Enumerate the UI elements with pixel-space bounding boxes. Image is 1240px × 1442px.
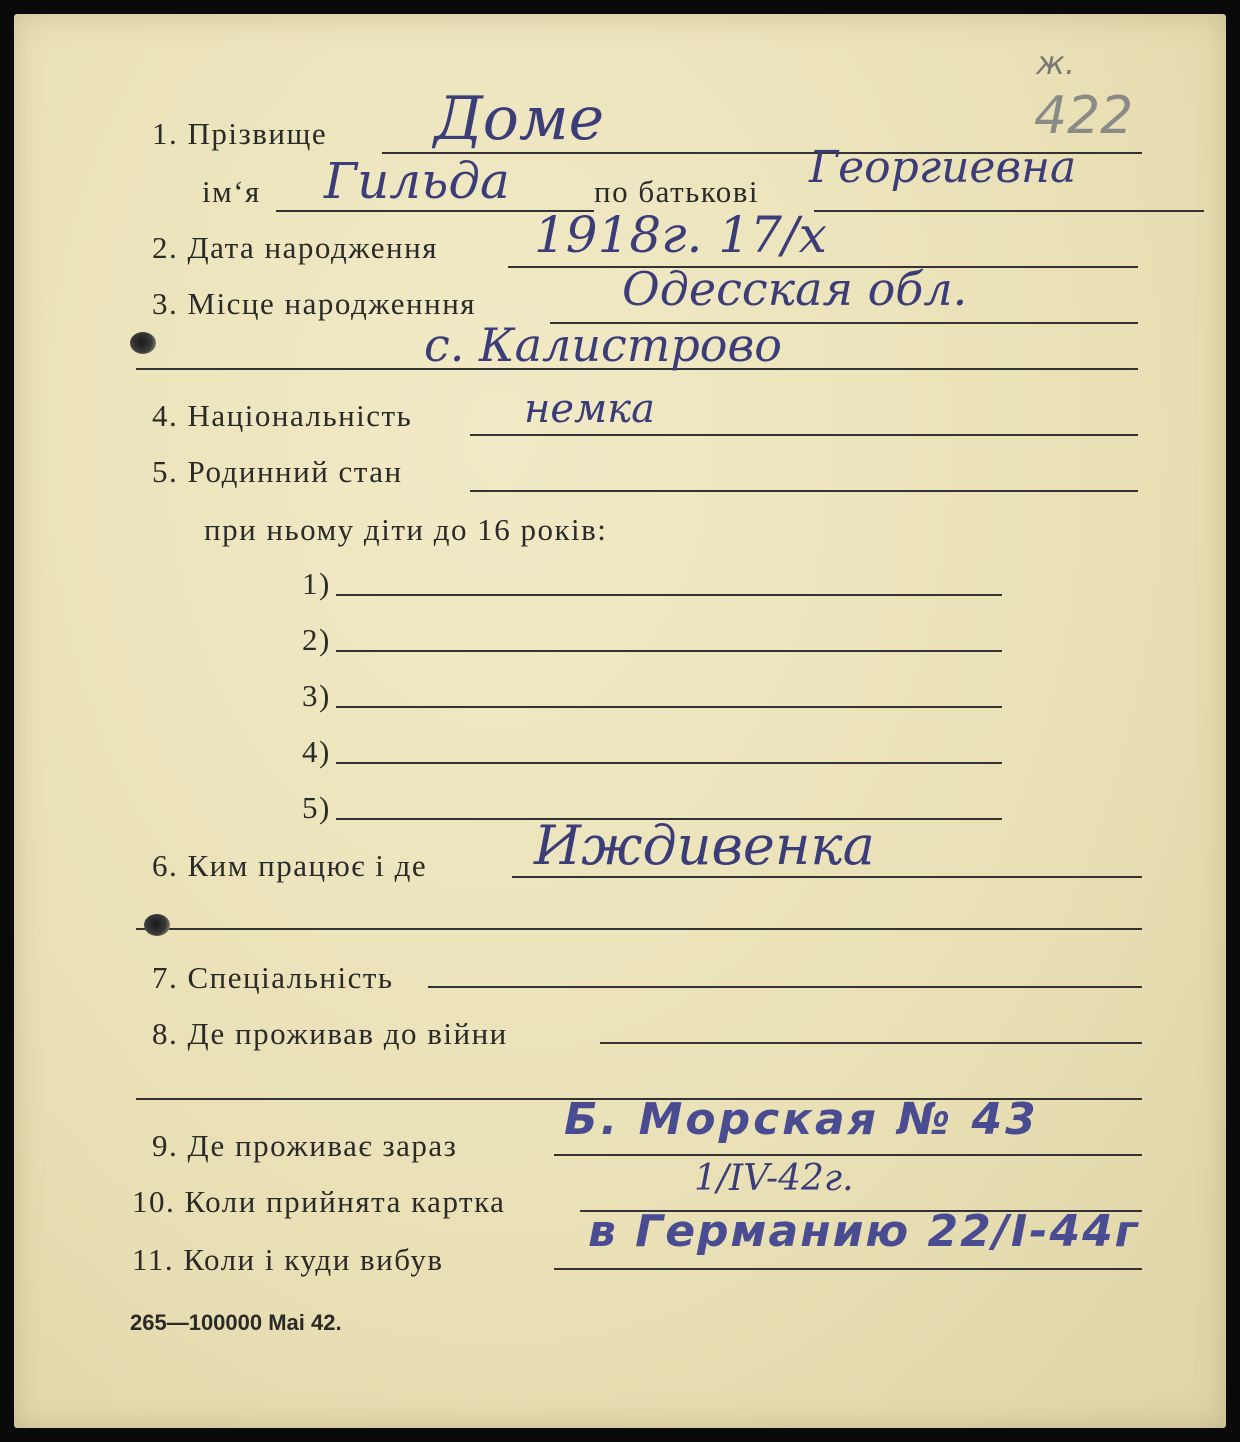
- hw-departure: в Германию 22/I-44г: [588, 1206, 1140, 1257]
- punch-hole-top: [130, 332, 156, 354]
- corner-mark-number: 422: [1034, 86, 1134, 146]
- corner-mark-top: ж.: [1036, 44, 1075, 82]
- label-family-status: 5. Родинний стан: [152, 454, 403, 489]
- punch-hole-bottom: [144, 914, 170, 936]
- label-occupation: 6. Ким працює і де: [152, 848, 428, 883]
- line-child-1: [336, 594, 1002, 596]
- line-prewar-residence: [600, 1042, 1142, 1044]
- registration-card: [14, 14, 1226, 1428]
- hw-current-address: Б. Морская № 43: [564, 1094, 1039, 1145]
- hw-birth-date: 1918г. 17/x: [534, 206, 827, 264]
- label-child-4: 4): [302, 734, 331, 769]
- line-family-status: [470, 490, 1138, 492]
- hw-birth-region: Одесская обл.: [622, 262, 968, 316]
- hw-occupation: Иждивенка: [534, 814, 875, 877]
- label-nationality: 4. Національність: [152, 398, 413, 433]
- hw-first-name: Гильда: [324, 152, 510, 210]
- label-departure: 11. Коли і куди вибув: [132, 1242, 444, 1277]
- hw-patronymic: Георгиевна: [809, 142, 1077, 193]
- label-child-1: 1): [302, 566, 331, 601]
- label-child-3: 3): [302, 678, 331, 713]
- hw-birth-village: с. Калистрово: [424, 318, 782, 372]
- line-nationality: [470, 434, 1138, 436]
- label-patronymic: по батькові: [594, 174, 759, 209]
- hw-nationality: немка: [524, 386, 655, 432]
- label-birth-date: 2. Дата народження: [152, 230, 438, 265]
- line-patronymic: [814, 210, 1204, 212]
- line-child-2: [336, 650, 1002, 652]
- hw-surname: Доме: [434, 84, 605, 154]
- label-child-5: 5): [302, 790, 331, 825]
- line-child-4: [336, 762, 1002, 764]
- label-specialty: 7. Спеціальність: [152, 960, 394, 995]
- line-occupation-2: [136, 928, 1142, 930]
- line-departure: [554, 1268, 1142, 1270]
- label-birth-place: 3. Місце народженння: [152, 286, 477, 321]
- label-first-name: ім‘я: [202, 174, 261, 209]
- line-current-residence: [554, 1154, 1142, 1156]
- label-child-2: 2): [302, 622, 331, 657]
- print-code: 265—100000 Mai 42.: [130, 1310, 342, 1335]
- label-current-residence: 9. Де проживає зараз: [152, 1128, 458, 1163]
- label-surname: 1. Прізвище: [152, 116, 328, 151]
- line-specialty: [428, 986, 1142, 988]
- label-children: при ньому діти до 16 років:: [204, 512, 608, 547]
- label-prewar-residence: 8. Де проживав до війни: [152, 1016, 508, 1051]
- label-card-date: 10. Коли прийнята картка: [132, 1184, 506, 1219]
- line-child-3: [336, 706, 1002, 708]
- hw-card-date: 1/IV-42г.: [694, 1158, 854, 1199]
